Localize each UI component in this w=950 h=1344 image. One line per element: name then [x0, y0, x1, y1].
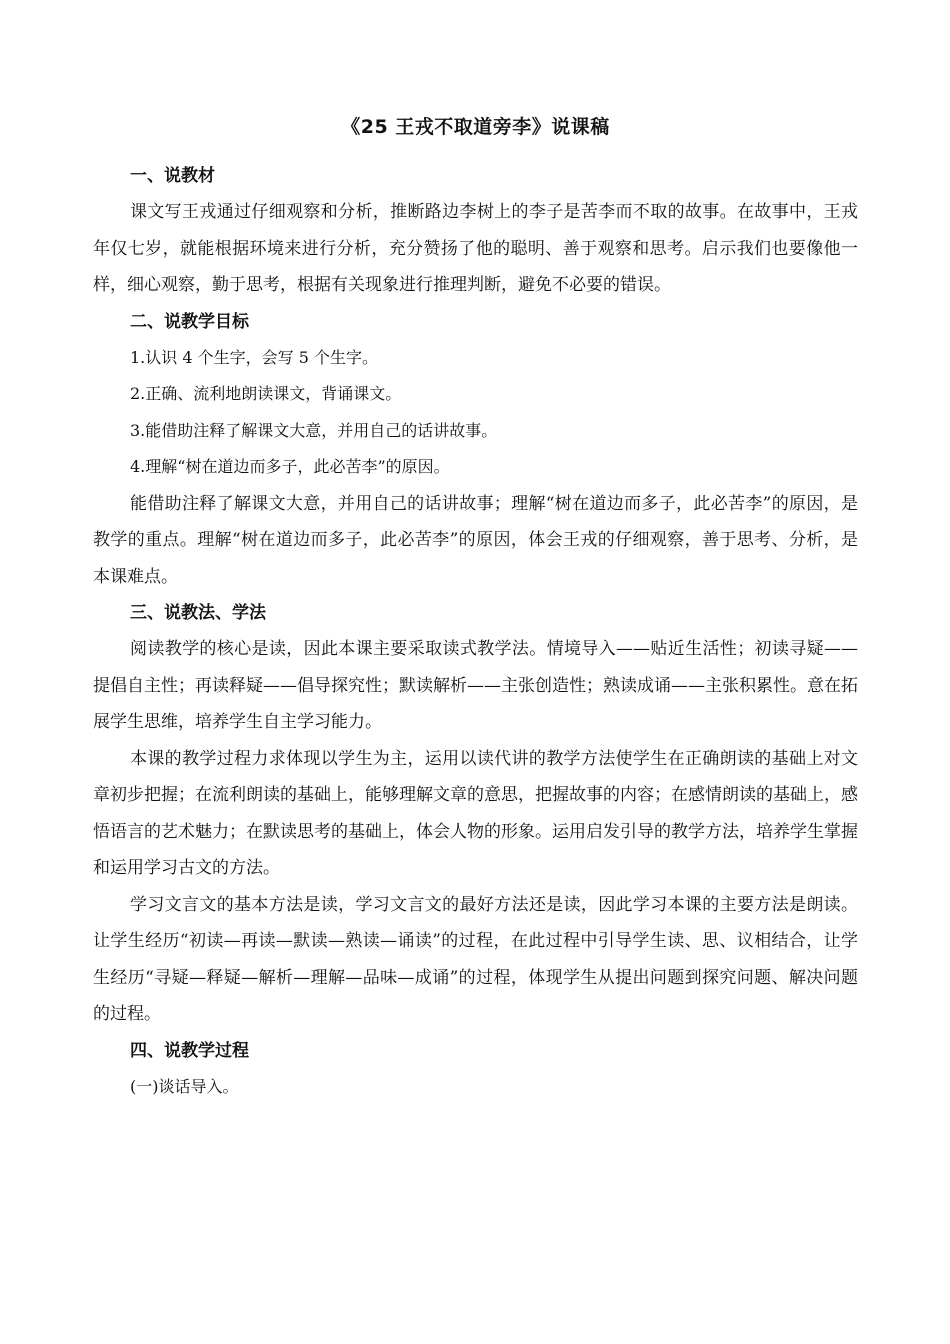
section-teaching-material: [93, 158, 858, 304]
document-page: [93, 112, 858, 1105]
section-heading: 二、说教学目标: [130, 311, 249, 332]
paragraph: 学习文言文的基本方法是读，学习文言文的最好方法还是读，因此学习本课的主要方法是朗读。让学生经历“初读—再读—默读—熟读—诵读”的过程，在此过程中引导学生读、思、议相结合，让学生经历“寻疑—释疑—解析—理解—品味—成诵”的过程，体现学生从提出问题到探究问题、解决问题的过程。: [93, 894, 858, 1024]
paragraph: 能借助注释了解课文大意，并用自己的话讲故事；理解“树在道边而多子，此必苦李”的原因，是教学的重点。理解“树在道边而多子，此必苦李”的原因，体会王戎的仔细观察，善于思考、分析，是本课难点。: [93, 493, 858, 587]
paragraph: 课文写王戎通过仔细观察和分析，推断路边李树上的李子是苦李而不取的故事。在故事中，王戎年仅七岁，就能根据环境来进行分析，充分赞扬了他的聪明、善于观察和思考。启示我们也要像他一样，细心观察，勤于思考，根据有关现象进行推理判断，避免不必要的错误。: [93, 202, 858, 295]
list-item: (一)谈话导入。: [130, 1076, 239, 1096]
section-heading: 四、说教学过程: [130, 1040, 249, 1061]
section-teaching-methods: [93, 595, 858, 1033]
section-heading: 三、说教法、学法: [130, 603, 266, 623]
section-heading: 一、说教材: [130, 166, 215, 186]
list-item: 1.认识 4 个生字，会写 5 个生字。: [130, 347, 378, 367]
document-title: 《25 王戎不取道旁李》说课稿: [341, 116, 610, 138]
section-teaching-goals: [93, 304, 858, 596]
paragraph: 本课的教学过程力求体现以学生为主，运用以读代讲的教学方法使学生在正确朗读的基础上对文章初步把握；在流利朗读的基础上，能够理解文章的意思，把握故事的内容；在感情朗读的基础上，感悟语言的艺术魅力；在默读思考的基础上，体会人物的形象。运用启发引导的教学方法，培养学生掌握和运用学习古文的方法。: [93, 748, 858, 878]
list-item: 3.能借助注释了解课文大意，并用自己的话讲故事。: [130, 420, 498, 440]
list-item: 4.理解“树在道边而多子，此必苦李”的原因。: [130, 457, 450, 476]
section-teaching-process: [93, 1033, 858, 1106]
paragraph: 阅读教学的核心是读，因此本课主要采取读式教学法。情境导入——贴近生活性；初读寻疑——提倡自主性；再读释疑——倡导探究性；默读解析——主张创造性；熟读成诵——主张积累性。意在拓展学生思维，培养学生自主学习能力。: [93, 639, 858, 732]
list-item: 2.正确、流利地朗读课文，背诵课文。: [130, 384, 402, 403]
